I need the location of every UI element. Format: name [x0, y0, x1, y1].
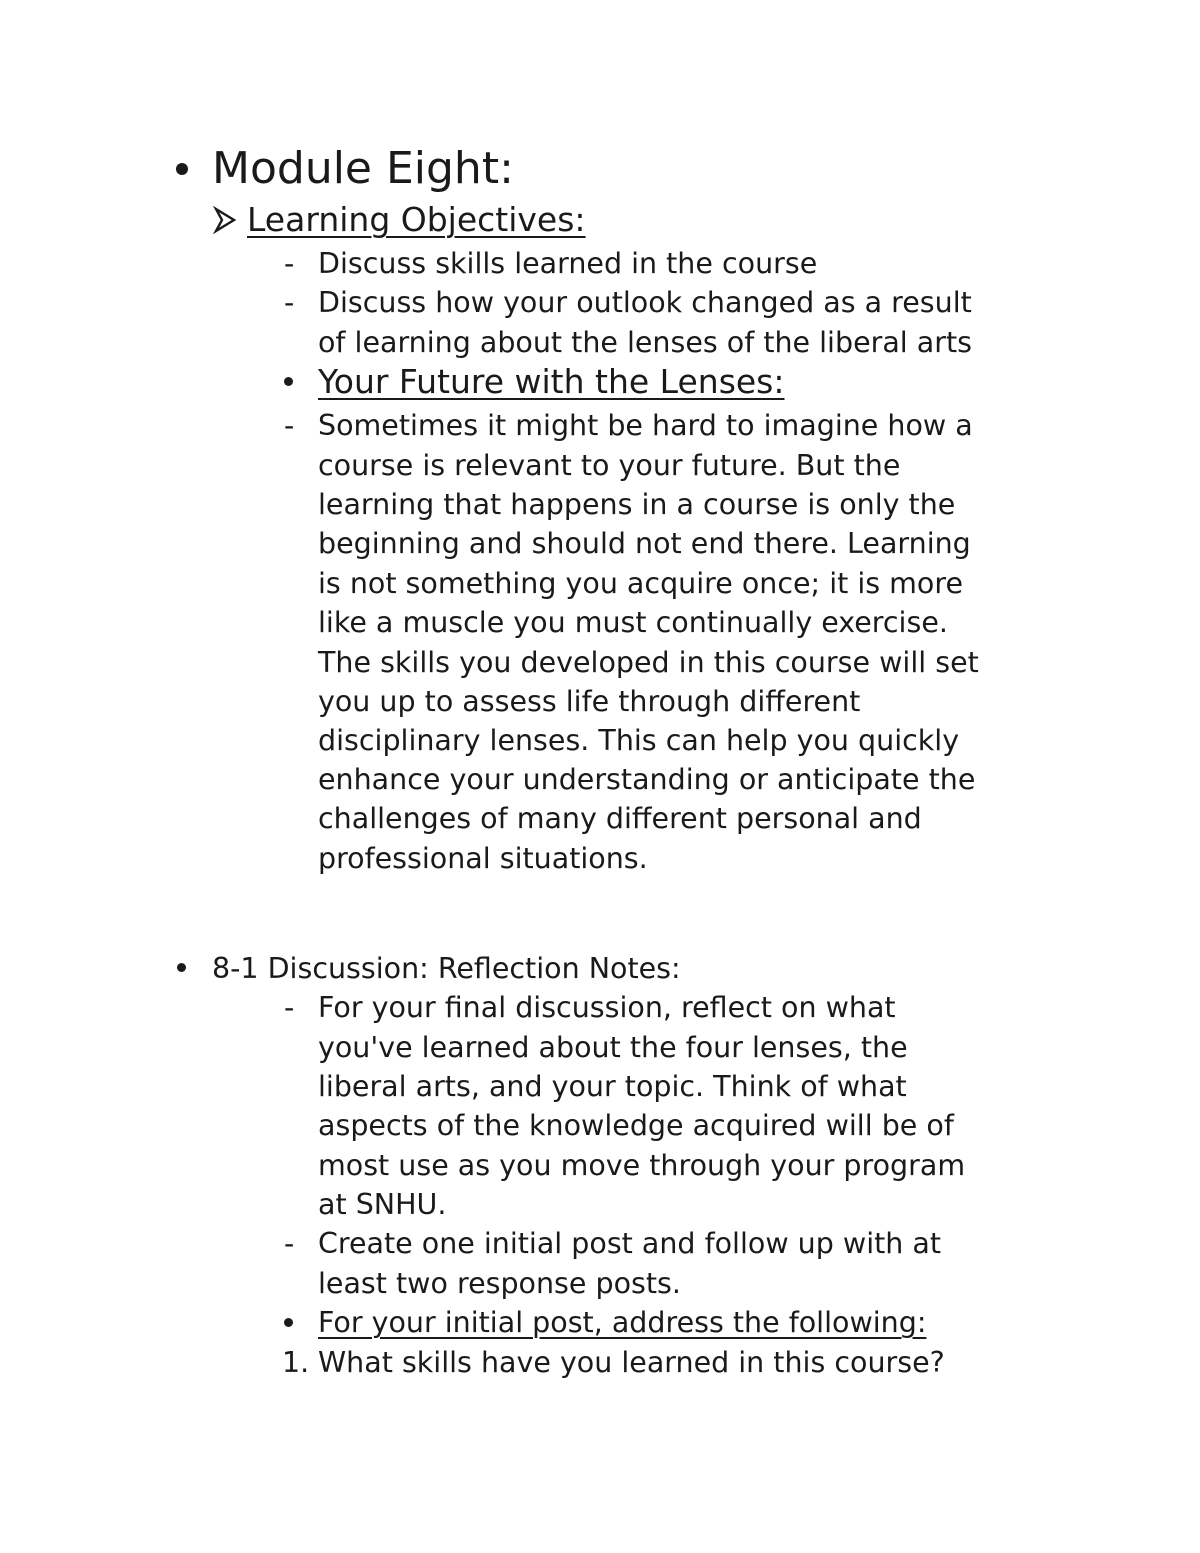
- future-line: is not something you acquire once; it is more: [318, 567, 963, 600]
- future-line: enhance your understanding or anticipate the: [318, 763, 976, 796]
- module-title: Module Eight:: [212, 143, 514, 194]
- reflect-line: For your final discussion, reflect on what: [318, 991, 896, 1024]
- arrow-bullet-icon: [213, 206, 237, 234]
- bullet-icon: [284, 377, 293, 386]
- objectives-heading: Learning Objectives:: [247, 200, 586, 239]
- bullet-icon: [176, 163, 188, 175]
- future-line: challenges of many different personal and: [318, 802, 922, 835]
- reflect-line: aspects of the knowledge acquired will be of: [318, 1109, 954, 1142]
- discussion-title: 8-1 Discussion: Reflection Notes:: [212, 952, 681, 985]
- future-line: The skills you developed in this course will set: [318, 646, 979, 679]
- future-line: Sometimes it might be hard to imagine how a: [318, 409, 973, 442]
- future-line: beginning and should not end there. Learning: [318, 527, 971, 560]
- future-line: professional situations.: [318, 842, 648, 875]
- dash-marker: -: [284, 247, 295, 280]
- future-line: course is relevant to your future. But the: [318, 449, 901, 482]
- objective-item-continued: of learning about the lenses of the liberal arts: [318, 326, 972, 359]
- future-line: like a muscle you must continually exercise.: [318, 606, 948, 639]
- bullet-icon: [177, 963, 186, 972]
- post-line: least two response posts.: [318, 1267, 681, 1300]
- reflect-line: liberal arts, and your topic. Think of what: [318, 1070, 907, 1103]
- dash-marker: -: [284, 286, 295, 319]
- question-item: What skills have you learned in this course?: [318, 1346, 945, 1379]
- reflect-line: you've learned about the four lenses, the: [318, 1031, 908, 1064]
- initial-post-heading: For your initial post, address the following:: [318, 1306, 927, 1339]
- objective-item: Discuss how your outlook changed as a result: [318, 286, 972, 319]
- dash-marker: -: [284, 409, 295, 442]
- dash-marker: -: [284, 991, 295, 1024]
- future-line: you up to assess life through different: [318, 685, 861, 718]
- reflect-line: most use as you move through your program: [318, 1149, 966, 1182]
- future-line: learning that happens in a course is only the: [318, 488, 956, 521]
- bullet-icon: [284, 1318, 293, 1327]
- reflect-line: at SNHU.: [318, 1188, 447, 1221]
- dash-marker: -: [284, 1227, 295, 1260]
- future-heading: Your Future with the Lenses:: [318, 362, 785, 401]
- post-line: Create one initial post and follow up with at: [318, 1227, 942, 1260]
- objective-item: Discuss skills learned in the course: [318, 247, 818, 280]
- future-line: disciplinary lenses. This can help you quickly: [318, 724, 960, 757]
- question-number: 1.: [282, 1346, 310, 1379]
